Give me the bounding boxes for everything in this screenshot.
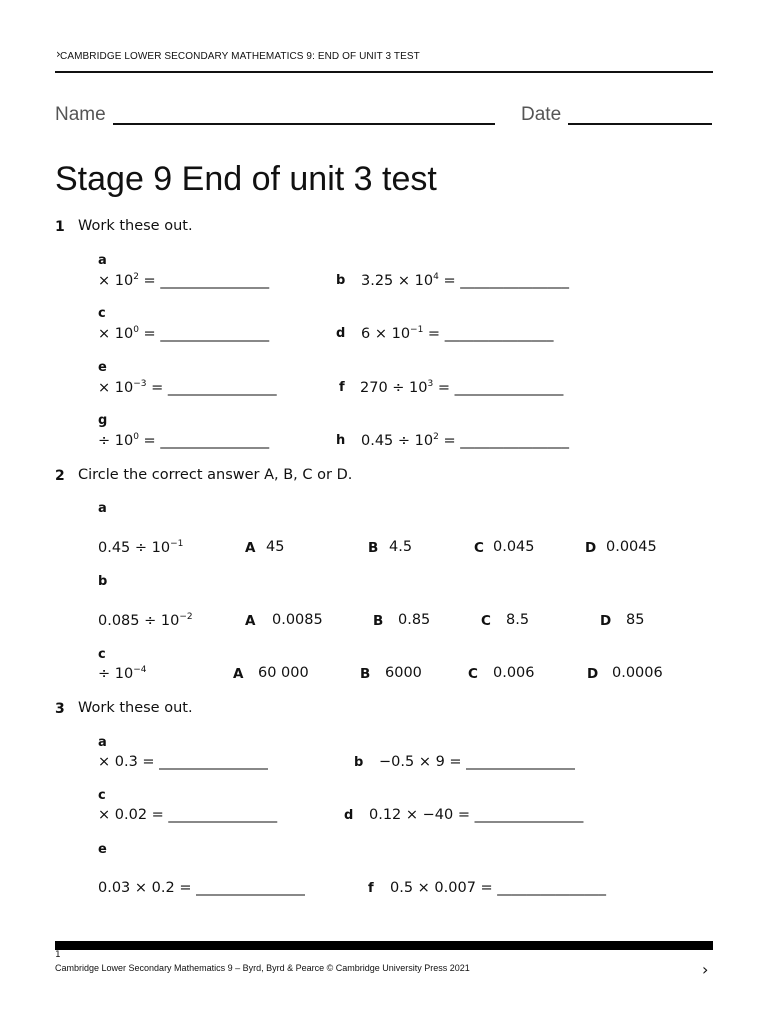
- q3c-expression: × 0.02 = _______________: [98, 807, 278, 823]
- q2b-option-letter[interactable]: B: [373, 613, 384, 629]
- q2c-option-value[interactable]: 6000: [385, 665, 422, 681]
- footer-bar: [55, 941, 713, 950]
- q1f-expression: $270 \div 10^3$ = _______________: [360, 379, 564, 396]
- page-number: 1: [55, 950, 61, 960]
- q2b-option-value[interactable]: 8.5: [506, 612, 530, 628]
- q1c-label: c: [98, 306, 106, 321]
- q1-text: Work these out.: [78, 218, 193, 234]
- q1a-expression: × $10^2$ = _______________: [98, 272, 270, 289]
- q1h-expression: $0.45 \div 10^2$ = _______________: [361, 432, 569, 449]
- q3a-label: a: [98, 735, 107, 750]
- q1d-label: d: [336, 326, 346, 341]
- q3c-label: c: [98, 788, 106, 803]
- q2a-label: a: [98, 501, 107, 516]
- q2c-option-letter[interactable]: A: [233, 666, 244, 682]
- q1a-label: a: [98, 253, 107, 268]
- q1b-label: b: [336, 273, 346, 288]
- q3-number: 3: [55, 701, 65, 717]
- q3e-label: e: [98, 842, 107, 857]
- q2a-option-letter[interactable]: D: [585, 540, 597, 556]
- q1c-expression: × $10^0$ = _______________: [98, 325, 270, 342]
- q3a-expression: × 0.3 = _______________: [98, 754, 268, 770]
- q2c-option-value[interactable]: 0.006: [493, 665, 535, 681]
- q3f-label: f: [368, 881, 374, 896]
- q2a-option-value[interactable]: 4.5: [389, 539, 413, 555]
- q2b-label: b: [98, 574, 108, 589]
- q1g-label: g: [98, 413, 108, 428]
- q2-text: Circle the correct answer A, B, C or D.: [78, 467, 353, 483]
- q2a-expression: $0.45 \div 10^{-1}$: [98, 539, 184, 556]
- q1f-label: f: [339, 380, 345, 395]
- q2-number: 2: [55, 468, 65, 484]
- q1g-expression: ÷ $10^0$ = _______________: [98, 432, 270, 449]
- q2b-option-letter[interactable]: C: [481, 613, 491, 629]
- q1h-label: h: [336, 433, 346, 448]
- chevron-right-icon: ›: [702, 960, 709, 979]
- q2b-option-letter[interactable]: D: [600, 613, 612, 629]
- q2c-label: c: [98, 647, 106, 662]
- q3e-expression: 0.03 × 0.2 = _______________: [98, 880, 305, 896]
- q2b-option-value[interactable]: 85: [626, 612, 645, 628]
- q1b-expression: $3.25 \times 10^4$ = _______________: [361, 272, 569, 289]
- q3f-expression: 0.5 × 0.007 = _______________: [390, 880, 607, 896]
- q2b-option-value[interactable]: 0.85: [398, 612, 431, 628]
- q2b-expression: $0.085 \div 10^{-2}$: [98, 612, 193, 629]
- q1-number: 1: [55, 219, 65, 235]
- date-label: Date: [521, 104, 562, 125]
- q2c-option-value[interactable]: 60 000: [258, 665, 309, 681]
- q2c-option-letter[interactable]: B: [360, 666, 371, 682]
- q2a-option-value[interactable]: 0.045: [493, 539, 535, 555]
- q2a-option-letter[interactable]: B: [368, 540, 379, 556]
- q2a-option-letter[interactable]: A: [245, 540, 256, 556]
- q3d-expression: 0.12 × −40 = _______________: [369, 807, 584, 823]
- q2a-option-letter[interactable]: C: [474, 540, 484, 556]
- q3d-label: d: [344, 808, 354, 823]
- q2c-option-value[interactable]: 0.0006: [612, 665, 663, 681]
- q2c-option-letter[interactable]: C: [468, 666, 478, 682]
- header-title: CAMBRIDGE LOWER SECONDARY MATHEMATICS 9: END OF UNIT 3 TEST: [60, 51, 420, 62]
- name-field[interactable]: [113, 123, 495, 125]
- q2a-option-value[interactable]: 45: [266, 539, 285, 555]
- name-label: Name: [55, 104, 106, 125]
- date-field[interactable]: [568, 123, 712, 125]
- q1d-expression: $6 \times 10^{-1}$ = _______________: [361, 325, 554, 342]
- q2b-option-value[interactable]: 0.0085: [272, 612, 323, 628]
- q2c-option-letter[interactable]: D: [587, 666, 599, 682]
- header-rule: [55, 71, 713, 73]
- q3b-label: b: [354, 755, 364, 770]
- header-mark-icon: ›: [56, 47, 61, 61]
- q1e-expression: × $10^{-3}$ = _______________: [98, 379, 277, 396]
- q3b-expression: −0.5 × 9 = _______________: [379, 754, 575, 770]
- q2c-expression: ÷ $10^{-4}$: [98, 665, 147, 682]
- page-title: Stage 9 End of unit 3 test: [55, 160, 437, 198]
- footer-copyright: Cambridge Lower Secondary Mathematics 9 – Byrd, Byrd & Pearce © Cambridge University Press 2021: [55, 963, 470, 973]
- q3-text: Work these out.: [78, 700, 193, 716]
- q2a-option-value[interactable]: 0.0045: [606, 539, 657, 555]
- q1e-label: e: [98, 360, 107, 375]
- q2b-option-letter[interactable]: A: [245, 613, 256, 629]
